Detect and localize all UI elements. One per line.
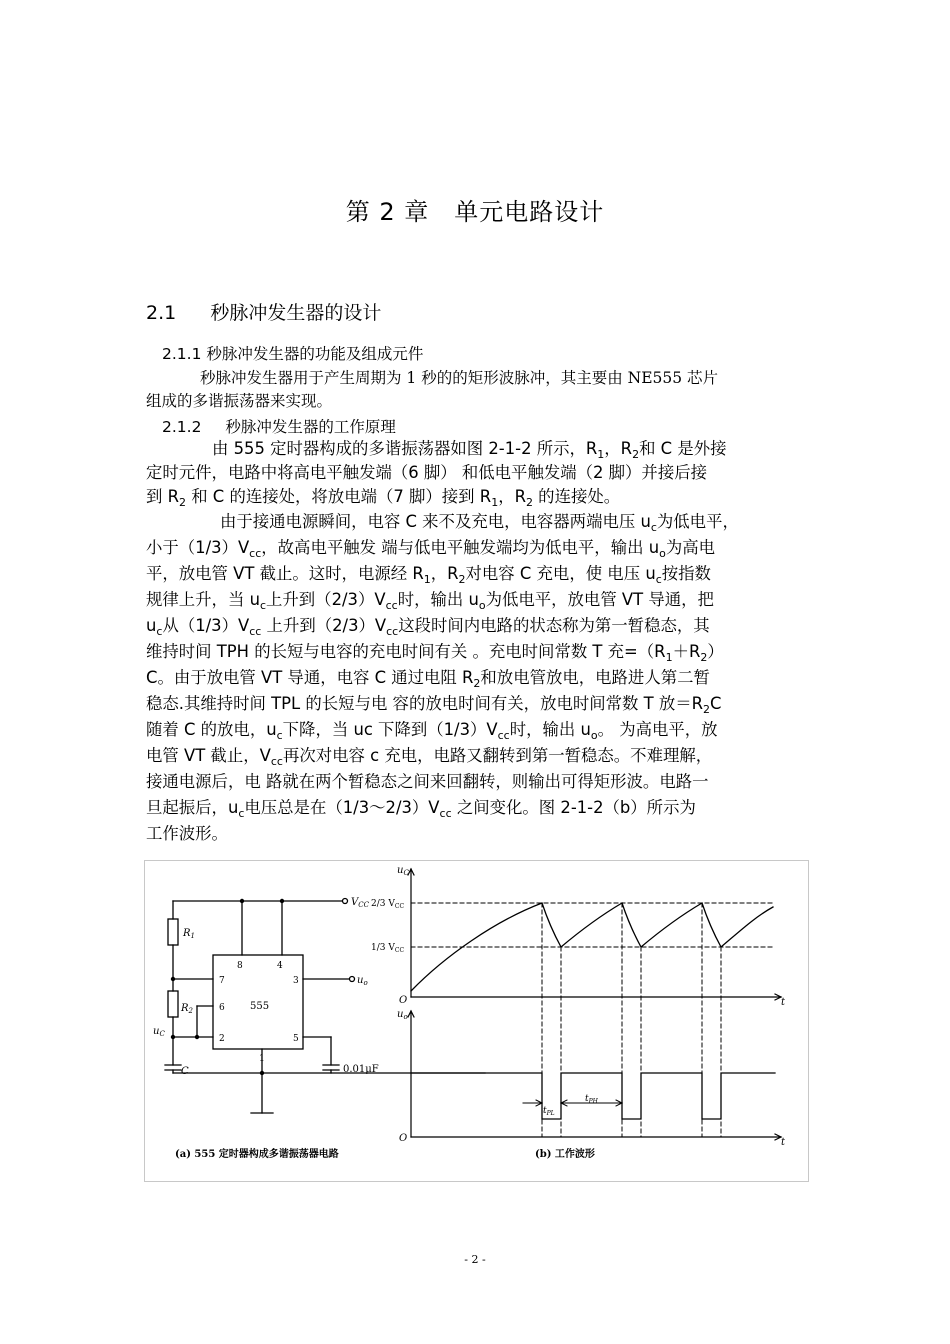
uo-waveform: [411, 1073, 775, 1119]
level-low-label: 1/3 $V_{CC}$: [371, 943, 405, 954]
intro-line: 组成的多谐振荡器来实现。: [146, 392, 333, 410]
figure-caption-b: (b) 工作波形: [535, 1149, 595, 1160]
paragraph-principle-1: [146, 437, 811, 517]
section-heading: [146, 298, 381, 325]
chip-label: 555: [250, 1001, 270, 1012]
uc-axis-label: $u_C$: [397, 865, 409, 877]
waveform-labels: [371, 865, 786, 1148]
text-line: 接通电源后，电 路就在两个暂稳态之间来回翻转，则输出可得矩形波。电路一: [146, 772, 709, 791]
figure-drawing: [145, 861, 808, 1181]
subsection-number: 2.1.1: [162, 345, 202, 363]
pin-5: 5: [293, 1034, 299, 1044]
uo-output-label: $u_o$: [357, 975, 368, 987]
circuit-labels: [153, 897, 379, 1077]
subsection-heading-1: [162, 342, 423, 364]
text-line: 小于$(1/3)V_{cc}$，故高电平触发 端与低电平触发端均为低电平，输出 $u_o$为高电: [146, 538, 715, 560]
level-high-label: 2/3 $V_{CC}$: [371, 899, 405, 910]
text-line: $u_c$从$(1/3)V_{cc}$ 上升到$(2/3)V_{cc}$这段时间内电路的状态称为第一暂稳态，其: [146, 616, 710, 638]
circuit-diagram: [165, 899, 485, 1114]
pulse-width-arrows: [523, 1100, 622, 1106]
figure-2-1-2: [144, 860, 809, 1182]
pin-6: 6: [219, 1003, 225, 1013]
figure-caption-a: (a) 555 定时器构成多谐振荡器电路: [175, 1149, 339, 1160]
uo-axis-label: $u_o$: [397, 1009, 408, 1021]
pin-8: 8: [237, 961, 243, 971]
intro-line: 秒脉冲发生器用于产生周期为 1 秒的的矩形波脉冲，其主要由 NE555 芯片: [200, 369, 719, 387]
r1-label: $R_1$: [183, 928, 195, 940]
subsection-heading-2: [162, 415, 396, 437]
section-number: 2.1: [146, 302, 177, 324]
section-title: 秒脉冲发生器的设计: [210, 302, 382, 324]
tph-label: $t_{PH}$: [585, 1094, 598, 1105]
text-line: 到 $R_2$ 和 C 的连接处，将放电端（7 脚）接到 $R_1$，$R_2$ 的连接处。: [146, 487, 621, 509]
text-line: C。由于放电管 VT 导通，电容 C 通过电阻 $R_2$和放电管放电，电路进人第二暂: [146, 668, 710, 690]
tpl-label: $t_{PL}$: [543, 1106, 555, 1117]
pin-3: 3: [293, 976, 299, 986]
t-axis-label-top: t: [781, 997, 786, 1008]
c-label: C: [181, 1066, 189, 1077]
text-line: 由 555 定时器构成的多谐振荡器如图 2-1-2 所示，$R_1$，$R_2$和 C 是外接: [212, 439, 727, 461]
text-line: 旦起振后，$u_c$电压总是在$(1/3\sim 2/3)V_{cc}$ 之间变化。图 2-1-2（b）所示为: [146, 798, 696, 820]
page-number: - 2 -: [464, 1253, 486, 1266]
text-line: 工作波形。: [146, 824, 228, 843]
subsection-number: 2.1.2: [162, 418, 202, 436]
origin-label-bottom: O: [399, 1133, 408, 1144]
pin-4: 4: [277, 961, 283, 971]
text-line: 平，放电管 VT 截止。这时，电源经 $R_1$，$R_2$对电容 C 充电，使 电压 $u_c$按指数: [146, 564, 711, 586]
t-axis-label-bottom: t: [781, 1137, 786, 1148]
text-line: 随着 C 的放电，$u_c$下降，当 uc 下降到$(1/3)V_{cc}$时，输出 $u_o$。 为高电平，放: [146, 720, 718, 742]
uc-node-label: $u_C$: [153, 1026, 165, 1038]
subsection-title: 秒脉冲发生器的工作原理: [225, 418, 396, 436]
vcc-label: $V_{CC}$: [351, 897, 369, 909]
chapter-title: 第 2 章 单元电路设计: [345, 198, 605, 226]
pin-7: 7: [219, 976, 225, 986]
capacitor-value: 0.01μF: [343, 1064, 379, 1075]
text-line: 定时元件，电路中将高电平触发端（6 脚） 和低电平触发端（2 脚）并接后接: [146, 463, 707, 482]
text-line: 由于接通电源瞬间，电容 C 来不及充电，电容器两端电压 $u_c$为低电平，: [220, 512, 739, 534]
text-line: 稳态.其维持时间 TPL 的长短与电 容的放电时间有关，放电时间常数 T 放$=R_2C$: [146, 694, 722, 716]
text-line: 电管 VT 截止，$V_{cc}$再次对电容 c 充电，电路又翻转到第一暂稳态。不难理解，: [146, 746, 713, 768]
text-line: 规律上升，当 $u_c$上升到$(2/3)V_{cc}$时，输出 $u_o$为低电平，放电管 VT 导通，把: [146, 590, 714, 612]
pin-1: 1: [259, 1054, 265, 1064]
text-line: 维持时间 TPH 的长短与电容的充电时间有关 。充电时间常数 T 充$=(R_1+R_2)$: [146, 642, 724, 664]
origin-label-top: O: [399, 995, 408, 1006]
paragraph-principle-2: [146, 510, 811, 843]
r2-label: $R_2$: [181, 1003, 193, 1015]
subsection-title: 秒脉冲发生器的功能及组成元件: [206, 345, 424, 363]
pin-2: 2: [219, 1034, 225, 1044]
